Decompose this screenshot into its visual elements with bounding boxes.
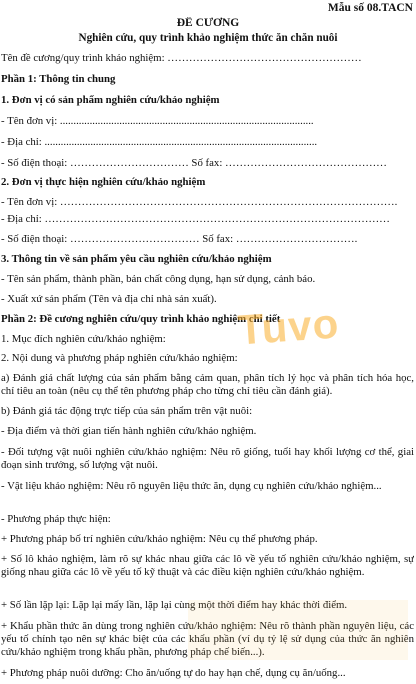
section3-heading: 3. Thông tin về sản phẩm yêu cầu nghiên cứu/khảo nghiệm: [1, 253, 272, 265]
form-number: Mẫu số 08.TACN: [327, 2, 413, 14]
b-layout-method: + Phương pháp bố trí nghiên cứu/khảo nghiệm: Nêu cụ thể phương pháp.: [1, 533, 318, 545]
b-repetitions: + Số lần lặp lại: Lặp lại mấy lần, lặp lại cùng một thời điểm hay khác thời điểm.: [1, 599, 348, 611]
part2-heading: Phần 2: Đề cương nghiên cứu/quy trình khảo nghiệm chi tiết: [1, 313, 281, 325]
part1-heading: Phần 1: Thông tin chung: [1, 73, 116, 85]
p2-content-method: 2. Nội dung và phương pháp nghiên cứu/khảo nghiệm:: [1, 352, 238, 364]
b-feeding-method: + Phương pháp nuôi dưỡng: Cho ăn/uống tự do hay hạn chế, dụng cụ ăn/uống...: [1, 667, 346, 679]
s2-address: - Địa chỉ: ……………………………………………………………………………………: [1, 213, 390, 225]
s2-phone-fax: - Số điện thoại: ……………………………… Số fax: …………………………….: [1, 233, 358, 245]
s1-phone-fax: - Số điện thoại: …………………………… Số fax: ………………………………………: [1, 157, 387, 169]
s1-address: - Địa chỉ: .....................................................................................................: [1, 136, 318, 148]
b-animal-subjects: - Đối tượng vật nuôi nghiên cứu/khảo nghiệm: Nêu rõ giống, tuổi hay khối lượng cơ thể, giai đoạn sinh trưởng, số lượng vật nuôi.: [1, 446, 414, 471]
section2-heading: 2. Đơn vị thực hiện nghiên cứu/khảo nghiệm: [1, 176, 206, 188]
p2-purpose: 1. Mục đích nghiên cứu/khảo nghiệm:: [1, 333, 166, 345]
document-title: ĐỀ CƯƠNG: [176, 17, 240, 29]
p2-item-b: b) Đánh giá tác động trực tiếp của sản phẩm trên vật nuôi:: [1, 405, 253, 417]
document-subtitle: Nghiên cứu, quy trình khảo nghiệm thức ăn chăn nuôi: [78, 32, 338, 44]
s3-item-1: - Tên sản phẩm, thành phần, bản chất công dụng, hạn sử dụng, cảnh báo.: [1, 273, 316, 285]
s1-unit-name: - Tên đơn vị: ..............................................................................................: [1, 115, 314, 127]
b-method: - Phương pháp thực hiện:: [1, 513, 111, 525]
watermark-logo: Tuvo: [236, 299, 341, 354]
b-materials: - Vật liệu khảo nghiệm: Nêu rõ nguyên liệu thức ăn, dụng cụ nghiên cứu/khảo nghiệm...: [1, 480, 382, 492]
b-feed-ration: + Khẩu phần thức ăn dùng trong nghiên cứu/khảo nghiệm: Nêu rõ thành phần nguyên liệu, các yếu tố chính tạo nên sự khác biệt của các khẩu phần (ví dụ tỷ lệ sử dụng của thức ăn nghiên cứu/khảo nghiệm trong khẩu phần, phương pháp chế biến...).: [1, 620, 414, 658]
topic-line: Tên đề cương/quy trình khảo nghiệm: ………………………………………………: [1, 52, 362, 64]
s3-item-2: - Xuất xứ sản phẩm (Tên và địa chỉ nhà sản xuất).: [1, 293, 217, 305]
s2-unit-name: - Tên đơn vị: ………………………………………………………………………………….: [1, 196, 398, 208]
b-lots: + Số lô khảo nghiệm, làm rõ sự khác nhau giữa các lô về yếu tố nghiên cứu/khảo nghiệm, sự giống nhau giữa các lô về yếu tố kỹ thuật và các điều kiện nghiên cứu/khảo nghiệm.: [1, 553, 414, 578]
section1-heading: 1. Đơn vị có sản phẩm nghiên cứu/khảo nghiệm: [1, 94, 220, 106]
p2-item-a: a) Đánh giá chất lượng của sản phẩm bằng cảm quan, phân tích lý học và phân tích hóa học, chỉ tiêu an toàn (nêu cụ thể tên phương pháp cho từng chỉ tiêu cần đánh giá).: [1, 372, 414, 397]
b-location-time: - Địa điểm và thời gian tiến hành nghiên cứu/khảo nghiệm.: [1, 425, 257, 437]
